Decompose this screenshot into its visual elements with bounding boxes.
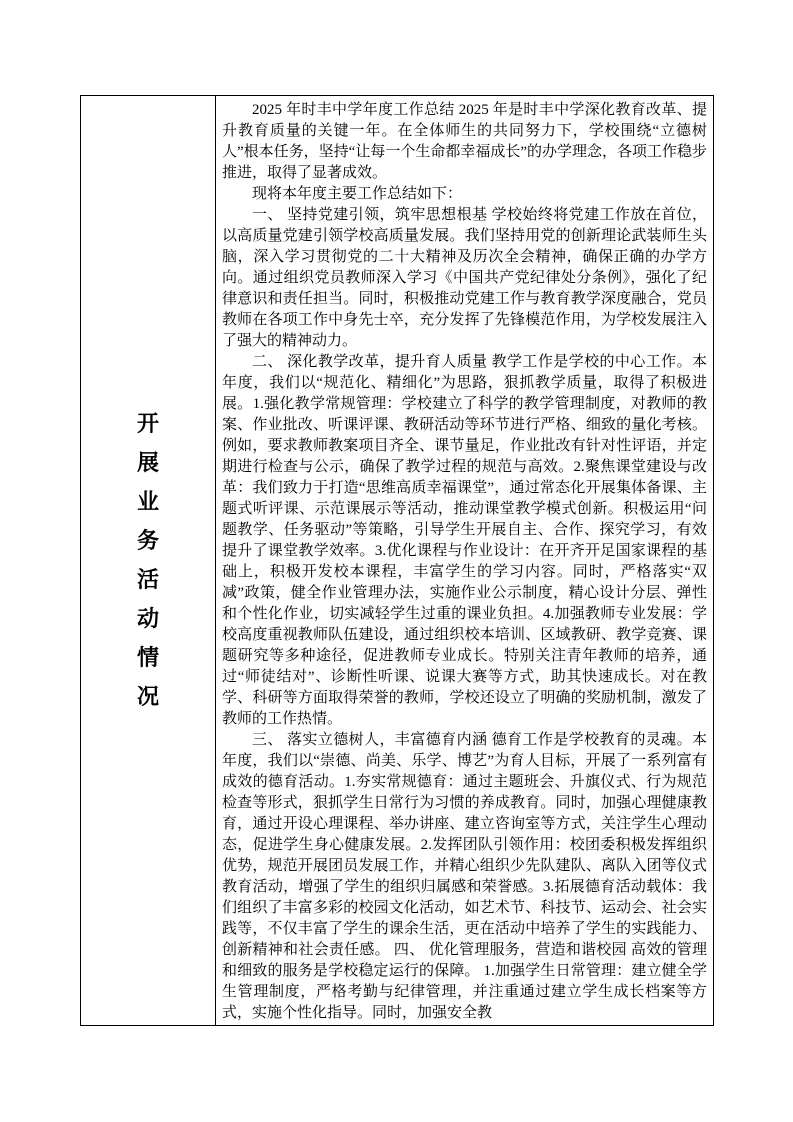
vertical-label-char: 动 (136, 606, 159, 631)
paragraph-lead-in: 现将本年度主要工作总结如下： (252, 186, 463, 202)
vertical-label-char: 活 (136, 567, 159, 592)
vertical-label-char: 业 (136, 489, 159, 514)
vertical-label-char: 情 (136, 645, 159, 670)
vertical-label-char: 开 (136, 411, 159, 436)
content-cell (216, 96, 713, 1025)
vertical-label-char: 况 (136, 684, 159, 709)
paragraph-section-3-4: 三、 落实立德树人，丰富德育内涵 德育工作是学校教育的灵魂。本年度，我们以“崇德、尚美、乐学、博艺”为育人目标，开展了一系列富有成效的德育活动。1.夯实常规德育：通过主题班会、升旗仪式、行为规范检查等形式，狠抓学生日常行为习惯的养成教育。同时，加强心理健康教育，通过开设心理课程、举办讲座、建立咨询室等方式，关注学生心理动态，促进学生身心健康发展。2.发挥团队引领作用：校团委积极发挥组织优势，规范开展团员发展工作，并精心组织少先队建队、离队入团等仪式教育活动，增强了学生的组织归属感和荣誉感。3.拓展德育活动载体：我们组织了丰富多彩的校园文化活动，如艺术节、科技节、运动会、社会实践等，不仅丰富了学生的课余生活，更在活动中培养了学生的实践能力、创新精神和社会责任感。 四、 优化管理服务，营造和谐校园 高效的管理和细致的服务是学校稳定运行的保障。 1.加强学生日常管理：建立健全学生管理制度，严格考勤与纪律管理，并注重通过建立学生成长档案等方式，实施个性化指导。同时，加强安全教 (222, 732, 707, 1021)
row-header-cell (81, 96, 216, 1025)
paragraph-section-2: 二、 深化教学改革，提升育人质量 教学工作是学校的中心工作。本年度，我们以“规范化、精细化”为思路，狠抓教学质量，取得了积极进展。1.强化教学常规管理：学校建立了科学的教学管理制度，对教师的教案、作业批改、听课评课、教研活动等环节进行严格、细致的量化考核。例如，要求教师教案项目齐全、课节量足，作业批改有针对性评语，并定期进行检查与公示，确保了教学过程的规范与高效。2.聚焦课堂建设与改革：我们致力于打造“思维高质幸福课堂”，通过常态化开展集体备课、主题式听评课、示范课展示等活动，推动课堂教学模式创新。积极运用“问题教学、任务驱动”等策略，引导学生开展自主、合作、探究学习，有效提升了课堂教学效率。3.优化课程与作业设计：在开齐开足国家课程的基础上，积极开发校本课程，丰富学生的学习内容。同时，严格落实“双减”政策，健全作业管理办法，实施作业公示制度，精心设计分层、弹性和个性化作业，切实减轻学生过重的课业负担。4.加强教师专业发展：学校高度重视教师队伍建设，通过组织校本培训、区域教研、教学竞赛、课题研究等多种途径，促进教师专业成长。特别关注青年教师的培养，通过“师徒结对”、诊断性听课、说课大赛等方式，助其快速成长。对在教学、科研等方面取得荣誉的教师，学校还设立了明确的奖励机制，激发了教师的工作热情。 (222, 354, 707, 727)
summary-table (80, 95, 714, 1026)
paragraph-section-1: 一、 坚持党建引领，筑牢思想根基 学校始终将党建工作放在首位，以高质量党建引领学校高质量发展。我们坚持用党的创新理论武装师生头脑，深入学习贯彻党的二十大精神及历次全会精神，确保正确的办学方向。通过组织党员教师深入学习《中国共产党纪律处分条例》，强化了纪律意识和责任担当。同时，积极推动党建工作与教育教学深度融合，党员教师在各项工作中身先士卒，充分发挥了先锋模范作用，为学校发展注入了强大的精神动力。 (222, 207, 707, 349)
paragraph-title-intro: 2025 年时丰中学年度工作总结 2025 年是时丰中学深化教育改革、提升教育质量的关键一年。在全体师生的共同努力下，学校围绕“立德树人”根本任务，坚持“让每一个生命都幸福成长”的办学理念，各项工作稳步推进，取得了显著成效。 (222, 102, 707, 181)
vertical-label (137, 413, 159, 708)
vertical-label-char: 展 (136, 450, 159, 475)
vertical-label-char: 务 (136, 528, 159, 553)
